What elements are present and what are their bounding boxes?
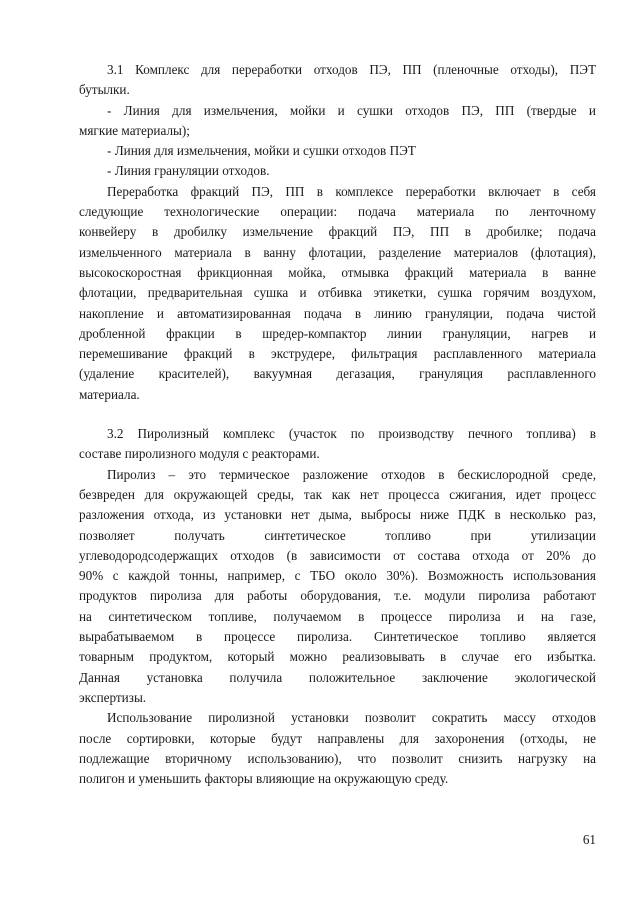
text-line: следующие технологические операции: подача материала по ленточному <box>79 204 596 220</box>
text-line: подлежащие вторичному использованию), что позволит снизить нагрузку на <box>79 750 596 766</box>
text-line: дробленной фракции в шредер-компактор линии грануляции, нагрев и <box>79 325 596 341</box>
text-line: полигон и уменьшить факторы влияющие на окружающую среду. <box>79 771 449 787</box>
text-line: позволяет получать синтетическое топливо при утилизации <box>79 527 596 543</box>
page-number: 61 <box>582 832 596 847</box>
list-item <box>79 101 596 142</box>
section-3-1-heading <box>79 60 596 101</box>
text-line: Переработка фракций ПЭ, ПП в комплексе переработки включает в себя <box>107 183 596 199</box>
text-line: товарным продуктом, который можно реализовывать в случае его избытка. <box>79 649 596 665</box>
text-line: - Линия грануляции отходов. <box>107 163 270 179</box>
text-line: на синтетическом топливе, получаемом в процессе пиролиза и на газе, <box>79 608 596 624</box>
text-line: флотации, предварительная сушка и отбивка этикетки, сушка горячим воздухом, <box>79 285 596 301</box>
text-line: разложения отхода, из установки нет дыма, выбросы ниже ПДК в несколько раз, <box>79 507 596 523</box>
text-line: продуктов пиролиза для работы оборудования, т.е. модули пиролиза работают <box>79 588 596 604</box>
text-line: высокоскоростная фрикционная мойка, отмывка фракций материала в ванне <box>79 264 596 280</box>
text-line: 90% с каждой тонны, например, с ТБО около 30%). Возможность использования <box>79 568 596 584</box>
text-line: вырабатываемом в процессе пиролиза. Синтетическое топливо является <box>79 629 596 645</box>
section-3-2-paragraph-2 <box>79 708 596 789</box>
text-line: измельченного материала в ванну флотации, разделение материалов (флотация), <box>79 244 596 260</box>
text-line: Пиролиз – это термическое разложение отходов в бескислородной среде, <box>107 466 596 482</box>
page-body <box>79 60 596 789</box>
text-line: конвейеру в дробилку измельчение фракций ПЭ, ПП в дробилке; подача <box>79 224 596 240</box>
text-line: (удаление красителей), вакуумная дегазация, грануляция расплавленного <box>79 366 596 382</box>
text-line: Данная установка получила положительное заключение экологической <box>79 669 596 685</box>
text-line: перемешивание фракций в экструдере, фильтрация расплавленного материала <box>79 346 596 362</box>
section-3-1-paragraph <box>79 182 596 405</box>
text-line: бутылки. <box>79 82 130 98</box>
text-line: после сортировки, которые будут направлены для захоронения (отходы, не <box>79 730 596 746</box>
list-item <box>79 161 596 181</box>
list-item <box>79 141 596 161</box>
text-line: Использование пиролизной установки позволит сократить массу отходов <box>107 710 596 726</box>
text-line: углеводородсодержащих отходов (в зависимости от состава отхода от 20% до <box>79 547 596 563</box>
text-line: 3.1 Комплекс для переработки отходов ПЭ, ПП (пленочные отходы), ПЭТ <box>107 62 596 77</box>
text-line: составе пиролизного модуля с реакторами. <box>79 446 320 462</box>
text-line: - Линия для измельчения, мойки и сушки отходов ПЭ, ПП (твердые и <box>107 102 596 118</box>
section-3-2-paragraph-1 <box>79 465 596 709</box>
section-3-2-heading <box>79 424 596 465</box>
text-line: мягкие материалы); <box>79 122 190 138</box>
text-line: материала. <box>79 386 140 402</box>
text-line: накопление и автоматизированная подача в линию грануляции, подача чистой <box>79 305 596 321</box>
text-line: экспертизы. <box>79 689 147 705</box>
section-gap <box>79 405 596 424</box>
text-line: 3.2 Пиролизный комплекс (участок по производству печного топлива) в <box>107 426 596 442</box>
text-line: - Линия для измельчения, мойки и сушки отходов ПЭТ <box>107 143 416 159</box>
section-3-1-list <box>79 101 596 182</box>
text-line: безвреден для окружающей среды, так как нет процесса сжигания, идет процесс <box>79 486 596 502</box>
